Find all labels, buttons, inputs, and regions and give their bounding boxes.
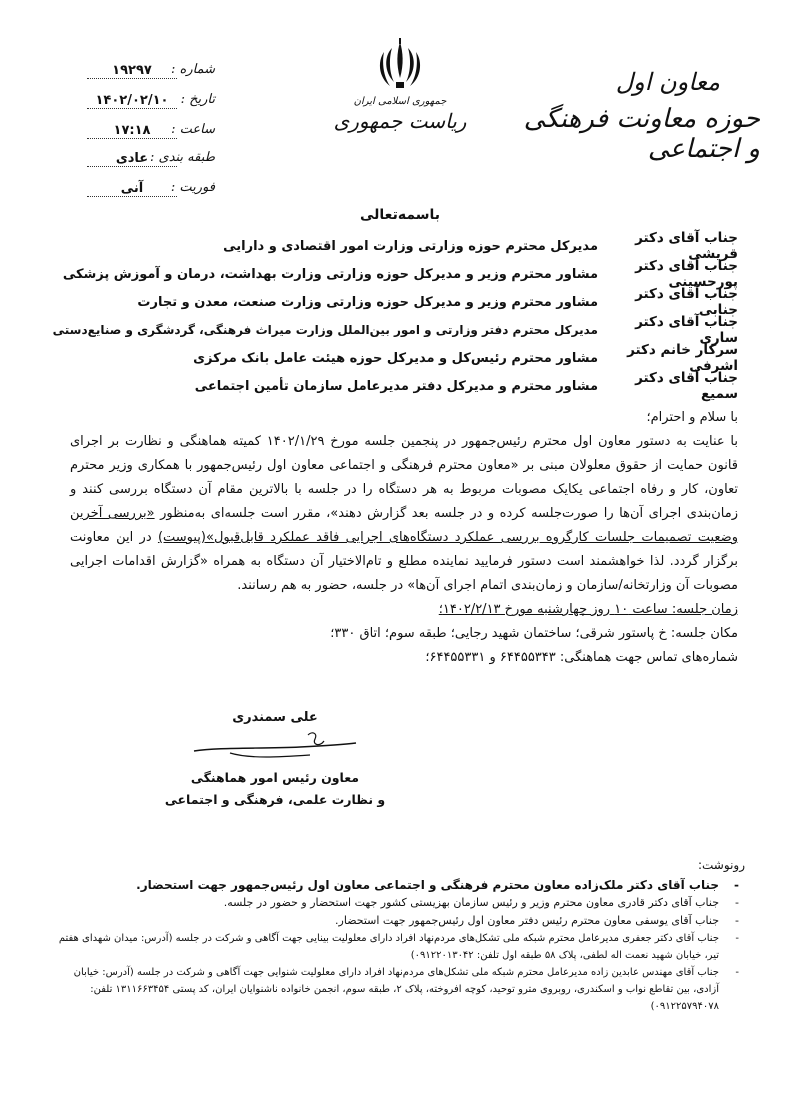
recipients-list [48,232,738,400]
office-title: معاون اول [615,68,720,96]
emblem-presidency: ریاست جمهوری [333,109,467,133]
signer-title-line2: و نظارت علمی، فرهنگی و اجتماعی [164,792,386,807]
recipient-position: مشاور محترم وزیر و مدیرکل حوزه وزارتی وزارت بهداشت، درمان و آموزش پزشکی [62,266,598,282]
main-paragraph [70,430,738,598]
meta-label: ساعت : [171,122,215,137]
recipient-row [48,316,738,344]
recipient-row [48,260,738,288]
meta-value: ۱۹۲۹۷ [87,63,177,79]
recipient-name: جناب آقای دکتر پورحسینی [635,258,738,290]
greeting: با سلام و احترام؛ [646,410,738,425]
meta-value: آنی [87,181,177,197]
cc-item: - جناب آقای مهندس عابدین زاده مدیرعامل محترم شبکه ملی تشکل‌های مردم‌نهاد افراد دارای معلولیت شنوایی جهت آگاهی و شرکت در جلسه (آدرس: خیابان آزادی، بین تقاطع نواب و اسکندری، روبروی مترو توحید، کوچه افروخته، پلاک ۲، طبقه سوم، انجمن خانواده ناشنوایان ایران، کد پستی ۱۳۱۱۶۶۳۴۵۴ تلفن: ۰۹۱۲۲۵۷۹۴۰۷۸) [55,964,745,1015]
office-header [510,68,760,164]
meta-value: ۱۷:۱۸ [87,123,177,139]
paragraph-text-continued: در این معاونت برگزار گردد. لذا خواهشمند است دستور فرمایید نماینده مطلع و تام‌الاختیار آن دستگاه به همراه «گزارش اقدامات اجرایی مصوبات آن وزارتخانه/سازمان و زمان‌بندی اتمام اجرای آن‌ها» در جلسه، حضور به هم رسانند. [70,530,738,593]
meta-label: تاریخ : [180,92,215,107]
recipient-row [48,372,738,400]
cc-section [55,858,745,1015]
signer-title-line1: معاون رئیس امور هماهنگی [190,770,360,785]
document-title: باسمه‌تعالی [360,207,440,223]
meta-label: طبقه بندی : [150,150,215,165]
signature-block [150,710,400,811]
recipient-row [48,344,738,372]
signer-title [150,767,400,811]
recipient-name: جناب آقای دکتر جنابی [635,286,738,318]
attachment-reference: «بررسی آخرین وضعیت تصمیمات جلسات کارگروه بررسی عملکرد دستگاه‌های اجرایی فاقد عملکرد قابل‌قبول»(پیوست) [70,506,738,545]
recipient-name: جناب آقای دکتر سمیع [635,370,738,402]
iran-emblem-icon [376,38,424,94]
recipient-row [48,232,738,260]
handwritten-signature-icon [190,729,360,767]
meta-value: عادی [87,151,177,167]
recipient-position: مشاور محترم و مدیرکل دفتر مدیرعامل سازمان تأمین اجتماعی [194,378,598,394]
meta-time [85,122,215,144]
cc-item: - جناب آقای یوسفی معاون محترم رئیس دفتر معاون اول رئیس‌جمهور جهت استحضار. [55,912,745,930]
meta-label: شماره : [171,62,215,77]
recipient-position: مشاور محترم وزیر و مدیرکل حوزه وزارتی وزارت صنعت، معدن و تجارت [137,294,598,310]
recipient-name: جناب آقای دکتر قریشی [635,230,738,262]
recipient-position: مشاور محترم رئیس‌کل و مدیرکل حوزه هیئت عامل بانک مرکزی [193,350,598,366]
meeting-place: مکان جلسه: خ پاستور شرقی؛ ساختمان شهید رجایی؛ طبقه سوم؛ اتاق ۳۳۰؛ [330,626,738,641]
emblem-country: جمهوری اسلامی ایران [353,96,447,107]
meta-date [85,92,215,114]
office-subtitle: حوزه معاونت فرهنگی و اجتماعی [523,104,760,164]
recipient-name: جناب آقای دکتر ساری [635,314,738,346]
meta-number [85,62,215,84]
signer-name: علی سمندری [232,710,318,725]
meta-value: ۱۴۰۲/۰۲/۱۰ [87,93,177,109]
meeting-time: زمان جلسه: ساعت ۱۰ روز چهارشنبه مورخ ۱۴۰۲/۲/۱۳؛ [438,602,738,617]
meta-classification [85,150,215,172]
meta-urgency [85,180,215,202]
cc-item: - جناب آقای دکتر قادری معاون محترم وزیر و رئیس سازمان بهزیستی کشور جهت استحضار و حضور در جلسه. [55,894,745,912]
contact-numbers: شماره‌های تماس جهت هماهنگی: ۶۴۴۵۵۳۴۳ و ۶۴۴۵۵۳۳۱؛ [425,650,738,665]
meta-label: فوریت : [170,180,215,195]
recipient-position: مدیرکل محترم حوزه وزارتی وزارت امور اقتصادی و دارایی [223,238,598,254]
recipient-position: مدیرکل محترم دفتر وزارتی و امور بین‌الملل وزارت میراث فرهنگی، گردشگری و صنایع‌دستی [52,323,598,337]
recipient-row [48,288,738,316]
emblem-caption [330,96,470,133]
cc-item: - جناب آقای دکتر جعفری مدیرعامل محترم شبکه ملی تشکل‌های مردم‌نهاد افراد دارای معلولیت بینایی جهت آگاهی و شرکت در جلسه (آدرس: میدان شهدای هفتم تیر، خیابان شهید نعمت اله لطفی، پلاک ۵۸ طبقه اول تلفن: ۰۹۱۲۲۰۱۳۰۴۲) [55,930,745,964]
paragraph-text: با عنایت به دستور معاون اول محترم رئیس‌جمهور در پنجمین جلسه مورخ ۱۴۰۲/۱/۲۹ کمیته هماهنگی و نظارت بر اجرای قانون حمایت از حقوق معلولان مبنی بر «معاون محترم فرهنگی و اجتماعی معاون اول رئیس‌جمهور با همکاری وزیر محترم تعاون، کار و رفاه اجتماعی یکایک مصوبات مربوط به هر دستگاه را در جلسه با بالاترین مقام آن دستگاه بررسی کنند و زمان‌بندی اجرای آن‌ها را صورت‌جلسه کرده و در جلسه بعد گزارش دهند»، مقرر است جلسه‌ای به‌منظور [70,434,739,521]
cc-title: رونوشت: [697,858,745,872]
cc-item: - جناب آقای دکتر ملک‌زاده معاون محترم فرهنگی و اجتماعی معاون اول رئیس‌جمهور جهت استحضار. [55,876,745,894]
recipient-name: سرکار خانم دکتر اشرفی [627,342,738,374]
letter-body [70,406,738,670]
